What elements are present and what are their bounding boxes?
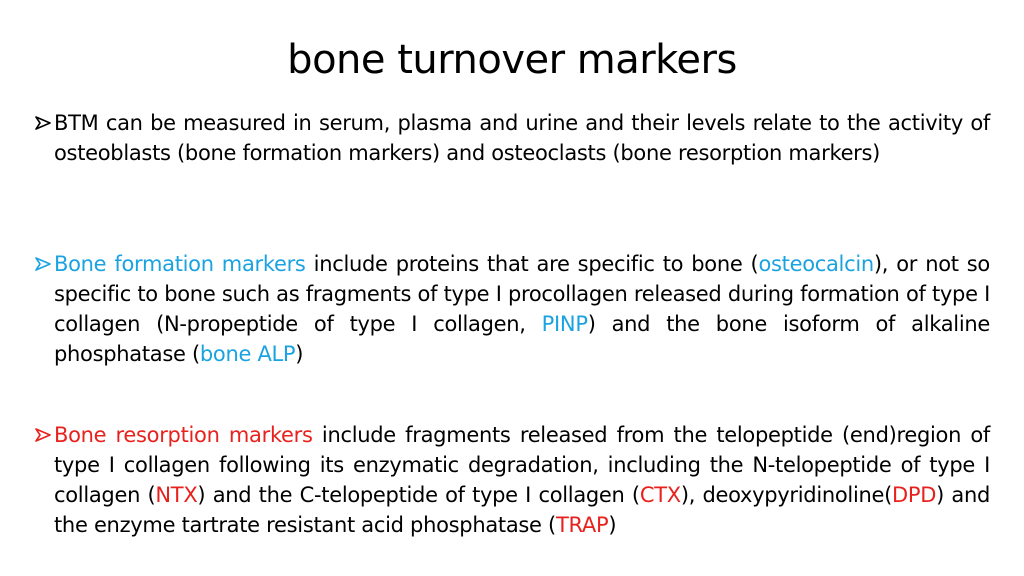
bullet-segment: ), or not so specific to bone such as fragments of type I procollagen released during formation of type I collagen (N-propeptide of type I collagen, bbox=[54, 252, 990, 336]
slide-title: bone turnover markers bbox=[287, 37, 737, 83]
bullet-segment: ) bbox=[608, 513, 617, 537]
bullet-text bbox=[54, 249, 990, 369]
arrow-bullet-icon bbox=[34, 249, 56, 279]
bullet-text bbox=[54, 420, 990, 540]
term-bone-resorption-markers: Bone resorption markers bbox=[54, 423, 313, 447]
bullet-segment: include proteins that are specific to bone ( bbox=[305, 252, 759, 276]
bullet-segment: ), deoxypyridinoline( bbox=[680, 483, 893, 507]
term-pinp: PINP bbox=[541, 312, 588, 336]
bullet-formation-markers bbox=[34, 249, 990, 369]
bullet-resorption-markers bbox=[34, 420, 990, 540]
term-bone-formation-markers: Bone formation markers bbox=[54, 252, 306, 276]
bullet-segment: ) and the enzyme tartrate resistant acid phosphatase ( bbox=[54, 483, 991, 537]
term-trap: TRAP bbox=[555, 513, 609, 537]
bullet-segment: ) and the bone isoform of alkaline phosphatase ( bbox=[54, 312, 990, 366]
arrow-bullet-icon bbox=[34, 108, 56, 138]
term-dpd: DPD bbox=[892, 483, 937, 507]
term-osteocalcin: osteocalcin bbox=[758, 252, 874, 276]
bullet-segment: ( bbox=[147, 483, 156, 507]
arrow-bullet-icon bbox=[34, 420, 56, 450]
bullet-text bbox=[54, 108, 990, 168]
bullet-btm-overview bbox=[34, 108, 990, 168]
term-bone-alp: bone ALP bbox=[199, 342, 296, 366]
bullet-segment: BTM can be measured in serum, plasma and urine and their levels relate to the activity of osteoblasts (bone formation markers) and osteoclasts (bone resorption markers) bbox=[54, 111, 990, 165]
bullet-segment: ) bbox=[295, 342, 304, 366]
bullet-segment: ) and the C-telopeptide of type I collagen ( bbox=[197, 483, 640, 507]
term-ctx: CTX bbox=[639, 483, 681, 507]
term-ntx: NTX bbox=[155, 483, 198, 507]
bullet-segment: include fragments released from the telopeptide (end)region of type I collagen following its enzymatic degradation, including the N-telopeptide of type I collagen bbox=[54, 423, 991, 507]
